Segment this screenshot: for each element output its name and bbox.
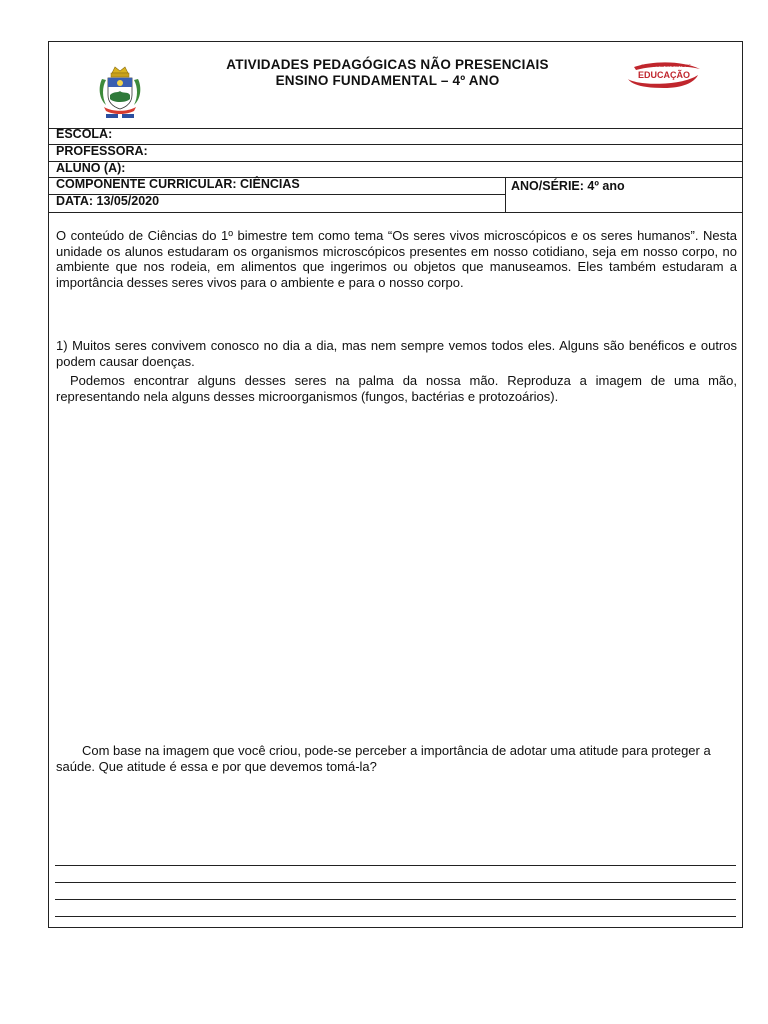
row-componente: [49, 178, 505, 195]
question-1-text: 1) Muitos seres convivem conosco no dia a dia, mas nem sempre vemos todos eles. Alguns são benéficos e outros podem causar doenças.: [56, 338, 737, 369]
componente-label: COMPONENTE CURRICULAR: CIÊNCIAS: [56, 177, 300, 191]
answer-line[interactable]: [55, 899, 736, 900]
answer-line[interactable]: [55, 865, 736, 866]
question-2-text: Com base na imagem que você criou, pode-se perceber a importância de adotar uma atitude para proteger a saúde. Que atitude é essa e por que devemos tomá-la?: [56, 743, 711, 774]
intro-paragraph: O conteúdo de Ciências do 1º bimestre tem como tema “Os seres vivos microscópicos e os seres humanos”. Nesta unidade os alunos estudaram os organismos microscópicos presentes em nosso cotidiano, seja em nosso corpo, no ambiente que nos rodeia, em alimentos que ingerimos ou objetos que manuseamos. Eles também estudaram a importância desses seres vivos para o ambiente e para o nosso corpo.: [56, 228, 737, 290]
svg-text:SECRETARIA MUNICIPAL DE: SECRETARIA MUNICIPAL DE: [641, 64, 691, 68]
answer-line[interactable]: [55, 882, 736, 883]
question-1-instruction: Podemos encontrar alguns desses seres na palma da nossa mão. Reproduza a imagem de uma mão, representando nela alguns desses microorganismos (fungos, bactérias e protozoários).: [56, 373, 737, 404]
sheet-title-line1: ATIVIDADES PEDAGÓGICAS NÃO PRESENCIAIS: [226, 57, 549, 72]
row-data: [49, 195, 742, 213]
professora-label: PROFESSORA:: [56, 144, 148, 158]
sheet-header: [49, 42, 742, 129]
svg-text:EDUCAÇÃO: EDUCAÇÃO: [637, 70, 691, 80]
row-professora[interactable]: [49, 145, 742, 162]
answer-line[interactable]: [55, 916, 736, 917]
sheet-title-line2: ENSINO FUNDAMENTAL – 4º ANO: [275, 73, 500, 88]
escola-label: ESCOLA:: [56, 127, 113, 141]
aluno-label: ALUNO (A):: [56, 161, 126, 175]
secretaria-educacao-logo: [624, 57, 704, 89]
row-divider: [505, 178, 506, 213]
ano-serie-label: ANO/SÉRIE: 4º ano: [511, 179, 625, 193]
row-escola[interactable]: [49, 128, 742, 145]
row-aluno[interactable]: [49, 162, 742, 178]
data-label: DATA: 13/05/2020: [56, 194, 160, 208]
activity-sheet: [48, 41, 743, 928]
